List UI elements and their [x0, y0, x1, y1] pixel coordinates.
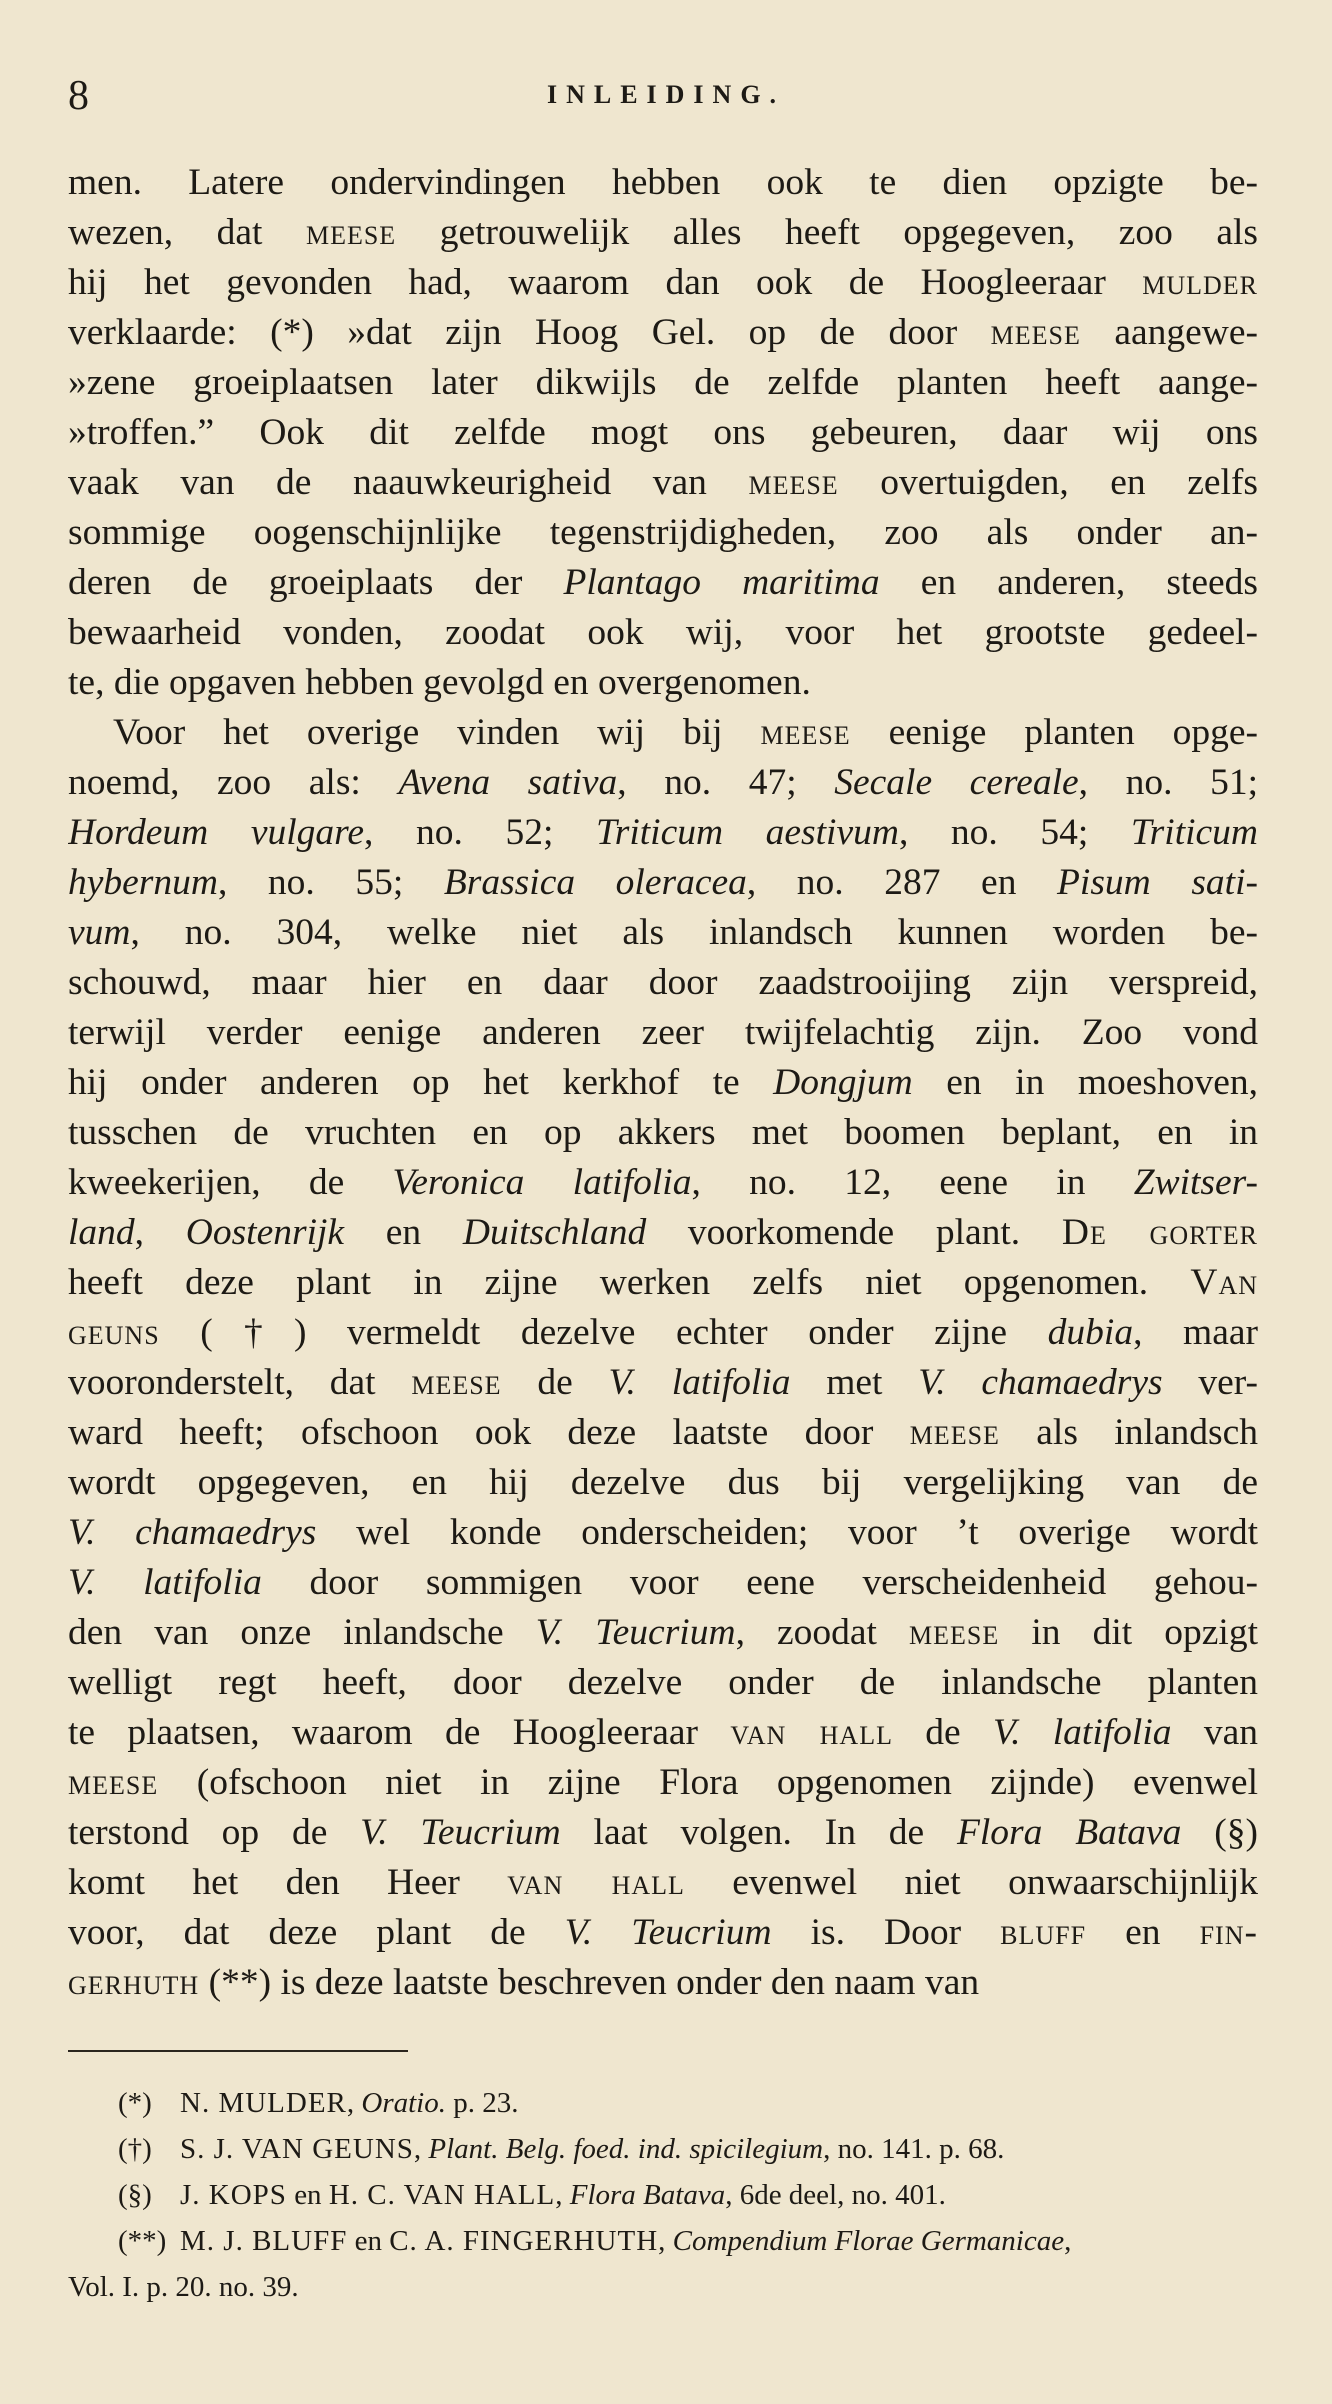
text-run: , no. 287 en [746, 862, 1058, 903]
footnote [68, 2126, 1258, 2172]
italic-text: V. Teucrium [360, 1812, 561, 1853]
text-run: terstond op de [68, 1812, 361, 1853]
italic-text: Zwitser- [1133, 1162, 1258, 1203]
text-run: (ofschoon niet in zijne Flora opgenomen zijnde) evenwel [158, 1762, 1258, 1803]
text-run: te, die opgaven hebben gevolgd en overgenomen. [68, 662, 811, 703]
footnote-marker: (**) [118, 2225, 167, 2257]
text-run: , 6de deel, no. 401. [725, 2179, 946, 2211]
small-caps-name: C. A. FINGERHUTH [389, 2225, 659, 2257]
text-run: »troffen.” Ook dit zelfde mogt ons gebeuren, daar wij ons [68, 412, 1258, 453]
text-line [68, 508, 1258, 558]
small-caps-name: van hall [730, 1712, 893, 1753]
text-line [68, 408, 1258, 458]
italic-text: Secale cereale [834, 762, 1079, 803]
text-run: in dit opzigt [999, 1612, 1258, 1653]
text-line [68, 1408, 1258, 1458]
text-line [68, 1208, 1258, 1258]
italic-text: Triticum [1130, 812, 1258, 853]
italic-text: V. latifolia [608, 1362, 791, 1403]
text-line [68, 1658, 1258, 1708]
text-run: wel konde onderscheiden; voor ’t overige wordt [316, 1512, 1258, 1553]
italic-text: Triticum aestivum [595, 812, 899, 853]
text-run: schouwd, maar hier en daar door zaadstrooijing zijn verspreid, [68, 962, 1258, 1003]
text-run: van [1171, 1712, 1258, 1753]
text-run: ward heeft; ofschoon ook deze laatste door [68, 1412, 910, 1453]
text-run: , [134, 1212, 186, 1253]
italic-text: Plantago maritima [563, 562, 880, 603]
text-run: is. Door [771, 1912, 1001, 1953]
italic-text: Plant. Belg. foed. ind. spicilegium [428, 2133, 824, 2165]
text-line [68, 708, 1258, 758]
footnote [68, 2218, 1258, 2264]
text-run: tusschen de vruchten en op akkers met boomen beplant, en in [68, 1112, 1258, 1153]
text-run: en [286, 2179, 329, 2211]
text-run: en [1086, 1912, 1200, 1953]
text-run: ver- [1162, 1362, 1258, 1403]
text-line [68, 908, 1258, 958]
small-caps-name: meese [68, 1762, 159, 1803]
text-run: vaak van de naauwkeurigheid van [68, 462, 749, 503]
text-run: , [1064, 2225, 1072, 2257]
text-line [68, 1908, 1258, 1958]
footnote-marker: (*) [118, 2087, 152, 2119]
text-run: (†) vermeldt dezelve echter onder zijne [159, 1312, 1048, 1353]
italic-text: V. Teucrium [564, 1912, 772, 1953]
text-run: als inlandsch [999, 1412, 1258, 1453]
body-text [68, 158, 1258, 2008]
text-run: men. Latere ondervindingen hebben ook te dien opzigte be- [68, 162, 1258, 203]
italic-text: Flora Batava [956, 1812, 1182, 1853]
small-caps-name: meese [990, 312, 1081, 353]
small-caps-name: fin- [1199, 1912, 1258, 1953]
text-run: getrouwelijk alles heeft opgegeven, zoo als [396, 212, 1258, 253]
text-line [68, 1058, 1258, 1108]
text-line [68, 558, 1258, 608]
text-run: voor, dat deze plant de [68, 1912, 565, 1953]
footnotes [68, 2080, 1258, 2310]
footnote [68, 2080, 1258, 2126]
text-line [68, 658, 1258, 708]
footnote [68, 2264, 1258, 2310]
small-caps-name: meese [909, 1412, 1000, 1453]
small-caps-name: M. J. BLUFF [180, 2225, 348, 2257]
text-line [68, 1858, 1258, 1908]
text-run: overtuigden, en zelfs [838, 462, 1258, 503]
text-run: , maar [1133, 1312, 1258, 1353]
text-line [68, 1258, 1258, 1308]
text-run: terwijl verder eenige anderen zeer twijfelachtig zijn. Zoo vond [68, 1012, 1258, 1053]
italic-text: Oratio. [361, 2087, 446, 2119]
small-caps-name: Van [1190, 1262, 1258, 1303]
text-run: heeft deze plant in zijne werken zelfs niet opgenomen. [68, 1262, 1191, 1303]
small-caps-name: gerhuth [68, 1962, 200, 2003]
text-run: komt het den Heer [68, 1862, 508, 1903]
small-caps-name: meese [748, 462, 839, 503]
text-run: aangewe- [1080, 312, 1258, 353]
italic-text: Hordeum vulgare [68, 812, 365, 853]
italic-text: hybernum [68, 862, 218, 903]
text-run: de [892, 1712, 993, 1753]
text-run: de [501, 1362, 609, 1403]
text-run: Vol. I. p. 20. no. 39. [68, 2271, 299, 2303]
text-run: (§) [1181, 1812, 1258, 1853]
text-run: p. 23. [445, 2087, 519, 2119]
small-caps-name: meese [760, 712, 851, 753]
small-caps-name: meese [909, 1612, 1000, 1653]
italic-text: Pisum sati- [1057, 862, 1258, 903]
text-run: welligt regt heeft, door dezelve onder de inlandsche planten [68, 1662, 1258, 1703]
italic-text: Avena sativa [398, 762, 618, 803]
text-run: en [347, 2225, 390, 2257]
italic-text: V. Teucrium [535, 1612, 736, 1653]
text-run: , no. 54; [898, 812, 1131, 853]
italic-text: land [68, 1212, 135, 1253]
text-run: , no. 47; [617, 762, 835, 803]
text-run: deren de groeiplaats der [68, 562, 564, 603]
text-run: hij het gevonden had, waarom dan ook de Hoogleeraar [68, 262, 1143, 303]
text-line [68, 1158, 1258, 1208]
text-line [68, 1758, 1258, 1808]
small-caps-name: bluff [1000, 1912, 1087, 1953]
text-run: voorkomende plant. [646, 1212, 1062, 1253]
text-run: te plaatsen, waarom de Hoogleeraar [68, 1712, 731, 1753]
footnote-rule [68, 2050, 408, 2052]
text-line [68, 1808, 1258, 1858]
section-title: INLEIDING. [546, 80, 786, 109]
text-run: (**) is deze laatste beschreven onder den naam van [199, 1962, 980, 2003]
text-line [68, 608, 1258, 658]
text-line [68, 1008, 1258, 1058]
text-line [68, 1458, 1258, 1508]
italic-text: Flora Batava [569, 2179, 726, 2211]
text-line [68, 1108, 1258, 1158]
text-run: Voor het overige vinden wij bij [113, 712, 761, 753]
text-line [68, 1358, 1258, 1408]
text-line [68, 808, 1258, 858]
text-run: den van onze inlandsche [68, 1612, 536, 1653]
text-run: , zoodat [735, 1612, 910, 1653]
text-run: evenwel niet onwaarschijnlijk [684, 1862, 1258, 1903]
italic-text: V. chamaedrys [918, 1362, 1163, 1403]
text-run: en in moeshoven, [912, 1062, 1258, 1103]
text-run: door sommigen voor eene verscheidenheid gehou- [261, 1562, 1258, 1603]
text-run: en anderen, steeds [879, 562, 1258, 603]
text-run: , no. 51; [1078, 762, 1258, 803]
footnote-marker: (†) [118, 2133, 152, 2165]
text-run: eenige planten opge- [850, 712, 1258, 753]
text-run: , no. 304, welke niet als inlandsch kunnen worden be- [130, 912, 1258, 953]
text-run: verklaarde: (*) »dat zijn Hoog Gel. op de door [68, 312, 991, 353]
text-run: , [346, 2087, 362, 2119]
text-run: noemd, zoo als: [68, 762, 399, 803]
italic-text: dubia [1047, 1312, 1134, 1353]
text-run: , no. 55; [217, 862, 444, 903]
text-line [68, 958, 1258, 1008]
text-line [68, 1308, 1258, 1358]
text-line [68, 1708, 1258, 1758]
small-caps-name: De gorter [1061, 1212, 1258, 1253]
italic-text: V. latifolia [993, 1712, 1172, 1753]
text-line [68, 1608, 1258, 1658]
italic-text: Oostenrijk [185, 1212, 345, 1253]
small-caps-name: meese [411, 1362, 502, 1403]
footnote [68, 2172, 1258, 2218]
small-caps-name: J. KOPS [180, 2179, 287, 2211]
text-run: , [555, 2179, 570, 2211]
footnote-marker: (§) [118, 2179, 152, 2211]
text-run: vooronderstelt, dat [68, 1362, 412, 1403]
italic-text: V. chamaedrys [68, 1512, 317, 1553]
text-run: , [413, 2133, 429, 2165]
text-run: wezen, dat [68, 212, 306, 253]
text-run: laat volgen. In de [560, 1812, 957, 1853]
small-caps-name: N. MULDER [180, 2087, 347, 2119]
text-line [68, 1558, 1258, 1608]
small-caps-name: meese [305, 212, 397, 253]
italic-text: Duitschland [462, 1212, 647, 1253]
small-caps-name: geuns [68, 1312, 160, 1353]
text-run: wordt opgegeven, en hij dezelve dus bij vergelijking van de [68, 1462, 1258, 1503]
italic-text: Veronica latifolia [392, 1162, 692, 1203]
text-line [68, 858, 1258, 908]
text-line [68, 208, 1258, 258]
text-line [68, 1508, 1258, 1558]
italic-text: V. latifolia [68, 1562, 262, 1603]
text-line [68, 308, 1258, 358]
small-caps-name: van hall [507, 1862, 685, 1903]
text-run: , no. 141. p. 68. [823, 2133, 1005, 2165]
text-line [68, 758, 1258, 808]
small-caps-name: S. J. VAN GEUNS [180, 2133, 414, 2165]
small-caps-name: mulder [1142, 262, 1258, 303]
text-run: , no. 12, eene in [691, 1162, 1134, 1203]
running-head [68, 72, 1264, 132]
text-run: bewaarheid vonden, zoodat ook wij, voor het grootste gedeel- [68, 612, 1258, 653]
text-run: met [790, 1362, 919, 1403]
page-number: 8 [68, 73, 89, 119]
text-run: , [658, 2225, 673, 2257]
text-line [68, 158, 1258, 208]
text-run: hij onder anderen op het kerkhof te [68, 1062, 774, 1103]
italic-text: vum [68, 912, 131, 953]
italic-text: Brassica oleracea [443, 862, 747, 903]
text-line [68, 1958, 1258, 2008]
small-caps-name: H. C. VAN HALL [328, 2179, 556, 2211]
italic-text: Compendium Florae Germanicae [672, 2225, 1065, 2257]
text-line [68, 258, 1258, 308]
text-line [68, 458, 1258, 508]
text-run: sommige oogenschijnlijke tegenstrijdigheden, zoo als onder an- [68, 512, 1258, 553]
text-line [68, 358, 1258, 408]
text-run: kweekerijen, de [68, 1162, 393, 1203]
text-run: en [344, 1212, 463, 1253]
text-run: , no. 52; [364, 812, 596, 853]
text-run: »zene groeiplaatsen later dikwijls de zelfde planten heeft aange- [68, 362, 1258, 403]
italic-text: Dongjum [773, 1062, 913, 1103]
